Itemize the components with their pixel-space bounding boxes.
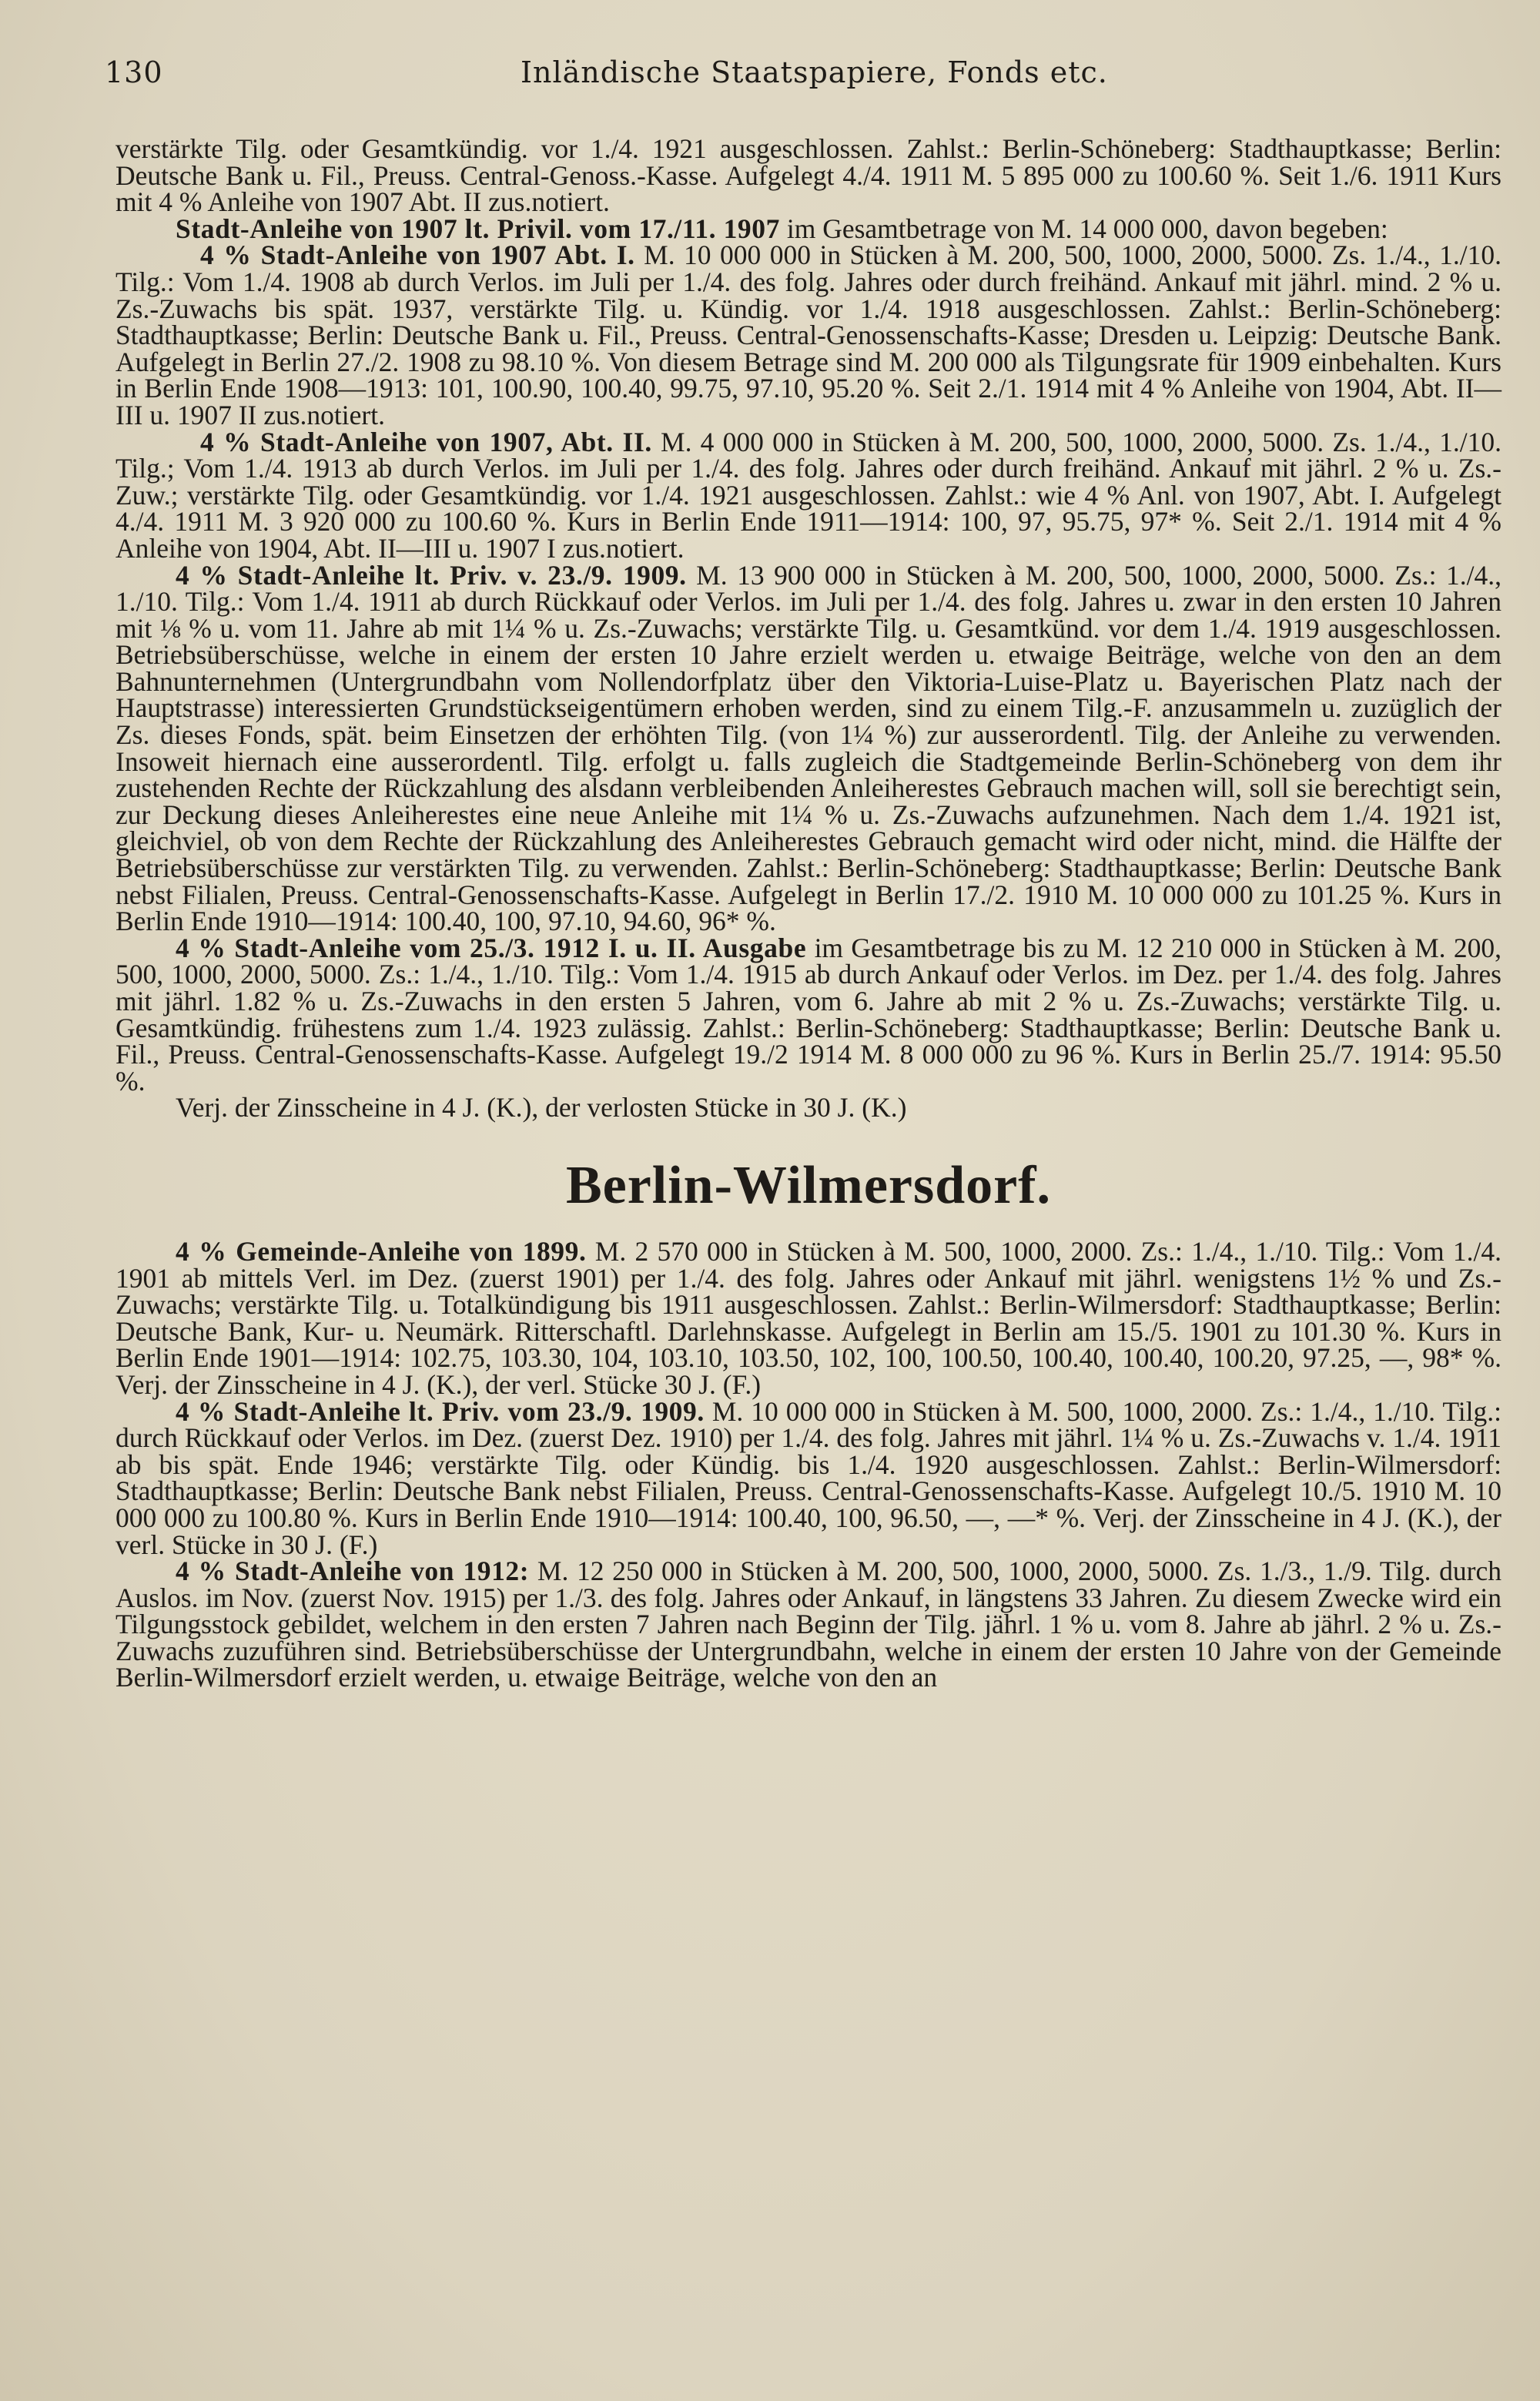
entry-title: 4 % Stadt-Anleihe von 1912: [176,1555,530,1587]
running-title: Inländische Staatspapiere, Fonds etc. [521,55,1108,89]
entry-text: M. 12 250 000 in Stücken à M. 200, 500, 1000, 2000, 5000. Zs. 1./3., 1./9. Tilg. durch Auslos. im Nov. (zuerst Nov. 1915) per 1./3. des folg. Jahres oder Ankauf, in längstens 33 Jahren. Zu diesem Zwecke wird ein Tilgungsstock gebildet, welchem in den ersten 7 Jahren nach Beginn der Tilg. jährl. 1 % u. vom 8. Jahre ab jährl. 2 % u. Zs.-Zuwachs zuzuführen sind. Betriebsüberschüsse der Untergrundbahn, welche in einem der ersten 10 Jahre von der Gemeinde Berlin-Wilmersdorf erzielt werden, u. etwaige Beiträge, welche von den an [116,1555,1502,1693]
section-heading: Berlin-Wilmersdorf. [565,1155,1052,1215]
verjaehrung-note: Verj. der Zinsscheine in 4 J. (K.), der verlosten Stücke in 30 J. (K.) [176,1092,907,1123]
entry-stadt-anleihe-1909 [116,1395,1502,1560]
entry-text: M. 10 000 000 in Stücken à M. 500, 1000, 2000. Zs.: 1./4., 1./10. Tilg.: durch Rückkauf oder Verlos. im Dez. (zuerst Dez. 1910) per 1./4. des folg. Jahres mit jährl. 1¼ % u. Zs.-Zuwachs v. 1./4. 1911 ab bis spät. Ende 1946; verstärkte Tilg. oder Kündig. bis 1./4. 1920 ausgeschlossen. Zahlst.: Berlin-Wilmersdorf: Stadthauptkasse; Berlin: Deutsche Bank nebst Filialen, Preuss. Central-Genossenschafts-Kasse. Aufgelegt 10./5. 1910 M. 10 000 000 zu 100.80 %. Kurs in Berlin Ende 1910—1914: 100.40, 100, 96.50, —, —* %. Verj. der Zinsscheine in 4 J. (K.), der verl. Stücke in 30 J. (F.) [116,1395,1502,1560]
entry-text: M. 13 900 000 in Stücken à M. 200, 500, 1000, 2000, 5000. Zs.: 1./4., 1./10. Tilg.: Vom 1./4. 1911 ab durch Rückkauf oder Verlos. im Juli per 1./4. des folg. Jahres u. zwar in den ersten 10 Jahren mit ⅛ % u. vom 11. Jahre ab mit 1¼ % u. Zs.-Zuwachs; verstärkte Tilg. u. Gesamtkünd. vor dem 1./4. 1919 ausgeschlossen. Betriebsüberschüsse, welche in einem der ersten 10 Jahre erzielt werden u. etwaige Beiträge, welche von den an dem Bahnunternehmen (Untergrundbahn vom Nollendorfplatz über den Viktoria-Luise-Platz u. Bayerischen Platz nach der Hauptstrasse) interessierten Grundstückseigentümern erhoben werden, sind zu einem Tilg.-F. anzusammeln u. zuzüglich der Zs. dieses Fonds, spät. beim Einsetzen der erhöhten Tilg. (von 1¼ %) zur ausserordentl. Tilg. der Anleihe zu verwenden. Insoweit hiernach eine ausserordentl. Tilg. erfolgt u. falls zugleich die Stadtgemeinde Berlin-Schöneberg von dem ihr zustehenden Rechte der Rückzahlung des alsdann verbleibenden Anleiherestes Gebrauch machen will, soll sie berechtigt sein, zur Deckung dieses Anleiherestes eine neue Anleihe mit 1¼ % u. Zs.-Zuwachs aufzunehmen. Nach dem 1./4. 1921 ist, gleichviel, ob von dem Rechte der Rückzahlung des Anleiherestes Gebrauch gemacht wird oder nicht, mind. die Hälfte der Betriebsüberschüsse zur verstärkten Tilg. zu verwenden. Zahlst.: Berlin-Schöneberg: Stadthauptkasse; Berlin: Deutsche Bank nebst Filialen, Preuss. Central-Genossenschafts-Kasse. Aufgelegt in Berlin 17./2. 1910 M. 10 000 000 zu 101.25 %. Kurs in Berlin Ende 1910—1914: 100.40, 100, 97.10, 94.60, 96* %. [116,559,1502,937]
entry-title: Stadt-Anleihe von 1907 lt. Privil. vom 17./11. 1907 [176,213,780,244]
entry-anleihe-1912 [116,932,1502,1097]
entry-text: im Gesamtbetrage von M. 14 000 000, davon begeben: [786,213,1388,244]
entry-text: M. 4 000 000 in Stücken à M. 200, 500, 1000, 2000, 5000. Zs. 1./4., 1./10. Tilg.; Vom 1./4. 1913 ab durch Verlos. im Juli per 1./4. des folg. Jahres oder durch freihänd. Ankauf mit jährl. 2 % u. Zs.-Zuw.; verstärkte Tilg. oder Gesamtkündig. vor 1./4. 1921 ausgeschlossen. Zahlst.: wie 4 % Anl. von 1907, Abt. I. Aufgelegt 4./4. 1911 M. 3 920 000 zu 100.60 %. Kurs in Berlin Ende 1911—1914: 100, 97, 95.75, 97* %. Seit 2./1. 1914 mit 4 % Anleihe von 1904, Abt. II—III u. 1907 I zus.notiert. [116,426,1502,564]
entry-gemeinde-anleihe-1899 [116,1235,1502,1400]
entry-privil-1909 [116,559,1502,937]
page-body [116,133,1502,1693]
entry-title: 4 % Stadt-Anleihe lt. Priv. v. 23./9. 1909. [176,559,687,591]
entry-title: 4 % Stadt-Anleihe von 1907, Abt. II. [200,426,652,457]
entry-text: im Gesamtbetrage bis zu M. 12 210 000 in Stücken à M. 200, 500, 1000, 2000, 5000. Zs.: 1./4., 1./10. Tilg.: Vom 1./4. 1915 ab durch Ankauf oder Verlos. im Dez. per 1./4. des folg. Jahres mit jährl. 1.82 % u. Zs.-Zuwachs in den ersten 5 Jahren, vom 6. Jahre ab mit 2 % u. Zs.-Zuwachs; verstärkte Tilg. u. Gesamtkündig. frühestens zum 1./4. 1923 zulässig. Zahlst.: Berlin-Schöneberg: Stadthauptkasse; Berlin: Deutsche Bank u. Fil., Preuss. Central-Genossenschafts-Kasse. Aufgelegt 19./2 1914 M. 8 000 000 zu 96 %. Kurs in Berlin 25./7. 1914: 95.50 %. [116,932,1502,1097]
entry-1907-abt-2 [116,426,1502,564]
entry-title: 4 % Stadt-Anleihe vom 25./3. 1912 I. u. II. Ausgabe [176,932,807,963]
entry-text: M. 10 000 000 in Stücken à M. 200, 500, 1000, 2000, 5000. Zs. 1./4., 1./10. Tilg.: Vom 1./4. 1908 ab durch Verlos. im Juli per 1./4. des folg. Jahres oder durch freihänd. Ankauf mit jährl. mind. 2 % u. Zs.-Zuwachs bis spät. 1937, verstärkte Tilg. u. Kündig. vor 1./4. 1918 ausgeschlossen. Zahlst.: Berlin-Schöneberg: Stadthauptkasse; Berlin: Deutsche Bank u. Fil., Preuss. Central-Genossenschafts-Kasse; Dresden u. Leipzig: Deutsche Bank. Aufgelegt in Berlin 27./2. 1908 zu 98.10 %. Von diesem Betrage sind M. 200 000 als Tilgungsrate für 1909 einbehalten. Kurs in Berlin Ende 1908—1913: 101, 100.90, 100.40, 99.75, 97.10, 95.20 %. Seit 2./1. 1914 mit 4 % Anleihe von 1904, Abt. II—III u. 1907 II zus.notiert. [116,239,1502,430]
continuation-paragraph: verstärkte Tilg. oder Gesamtkündig. vor 1./4. 1921 ausgeschlossen. Zahlst.: Berlin-Schöneberg: Stadthauptkasse; Berlin: Deutsche Bank u. Fil., Preuss. Central-Genoss.-Kasse. Aufgelegt 4./4. 1911 M. 5 895 000 zu 100.60 %. Seit 1./6. 1911 Kurs mit 4 % Anleihe von 1907 Abt. II zus.notiert. [116,133,1502,218]
entry-title: 4 % Stadt-Anleihe von 1907 Abt. I. [200,239,635,271]
entry-1907-abt-1 [116,239,1502,430]
page-header [105,55,1491,102]
entry-title: 4 % Gemeinde-Anleihe von 1899. [176,1235,587,1267]
entry-stadt-anleihe-1907 [116,213,1502,244]
entry-title: 4 % Stadt-Anleihe lt. Priv. vom 23./9. 1909. [176,1395,705,1427]
entry-stadt-anleihe-1912 [116,1555,1502,1693]
entry-text: M. 2 570 000 in Stücken à M. 500, 1000, 2000. Zs.: 1./4., 1./10. Tilg.: Vom 1./4. 1901 ab mittels Verl. im Dez. (zuerst 1901) per 1./4. des folg. Jahres oder Ankauf mit jährl. wenigstens 1½ % und Zs.-Zuwachs; verstärkte Tilg. u. Totalkündigung bis 1911 ausgeschlossen. Zahlst.: Berlin-Wilmersdorf: Stadthauptkasse; Berlin: Deutsche Bank, Kur- u. Neumärk. Ritterschaftl. Darlehnskasse. Aufgelegt in Berlin am 15./5. 1901 zu 101.30 %. Kurs in Berlin Ende 1901—1914: 102.75, 103.30, 104, 103.10, 103.50, 102, 100, 100.50, 100.40, 100.40, 100.20, 97.25, —, 98* %. Verj. der Zinsscheine in 4 J. (K.), der verl. Stücke 30 J. (F.) [116,1235,1502,1400]
page-number: 130 [105,55,163,89]
